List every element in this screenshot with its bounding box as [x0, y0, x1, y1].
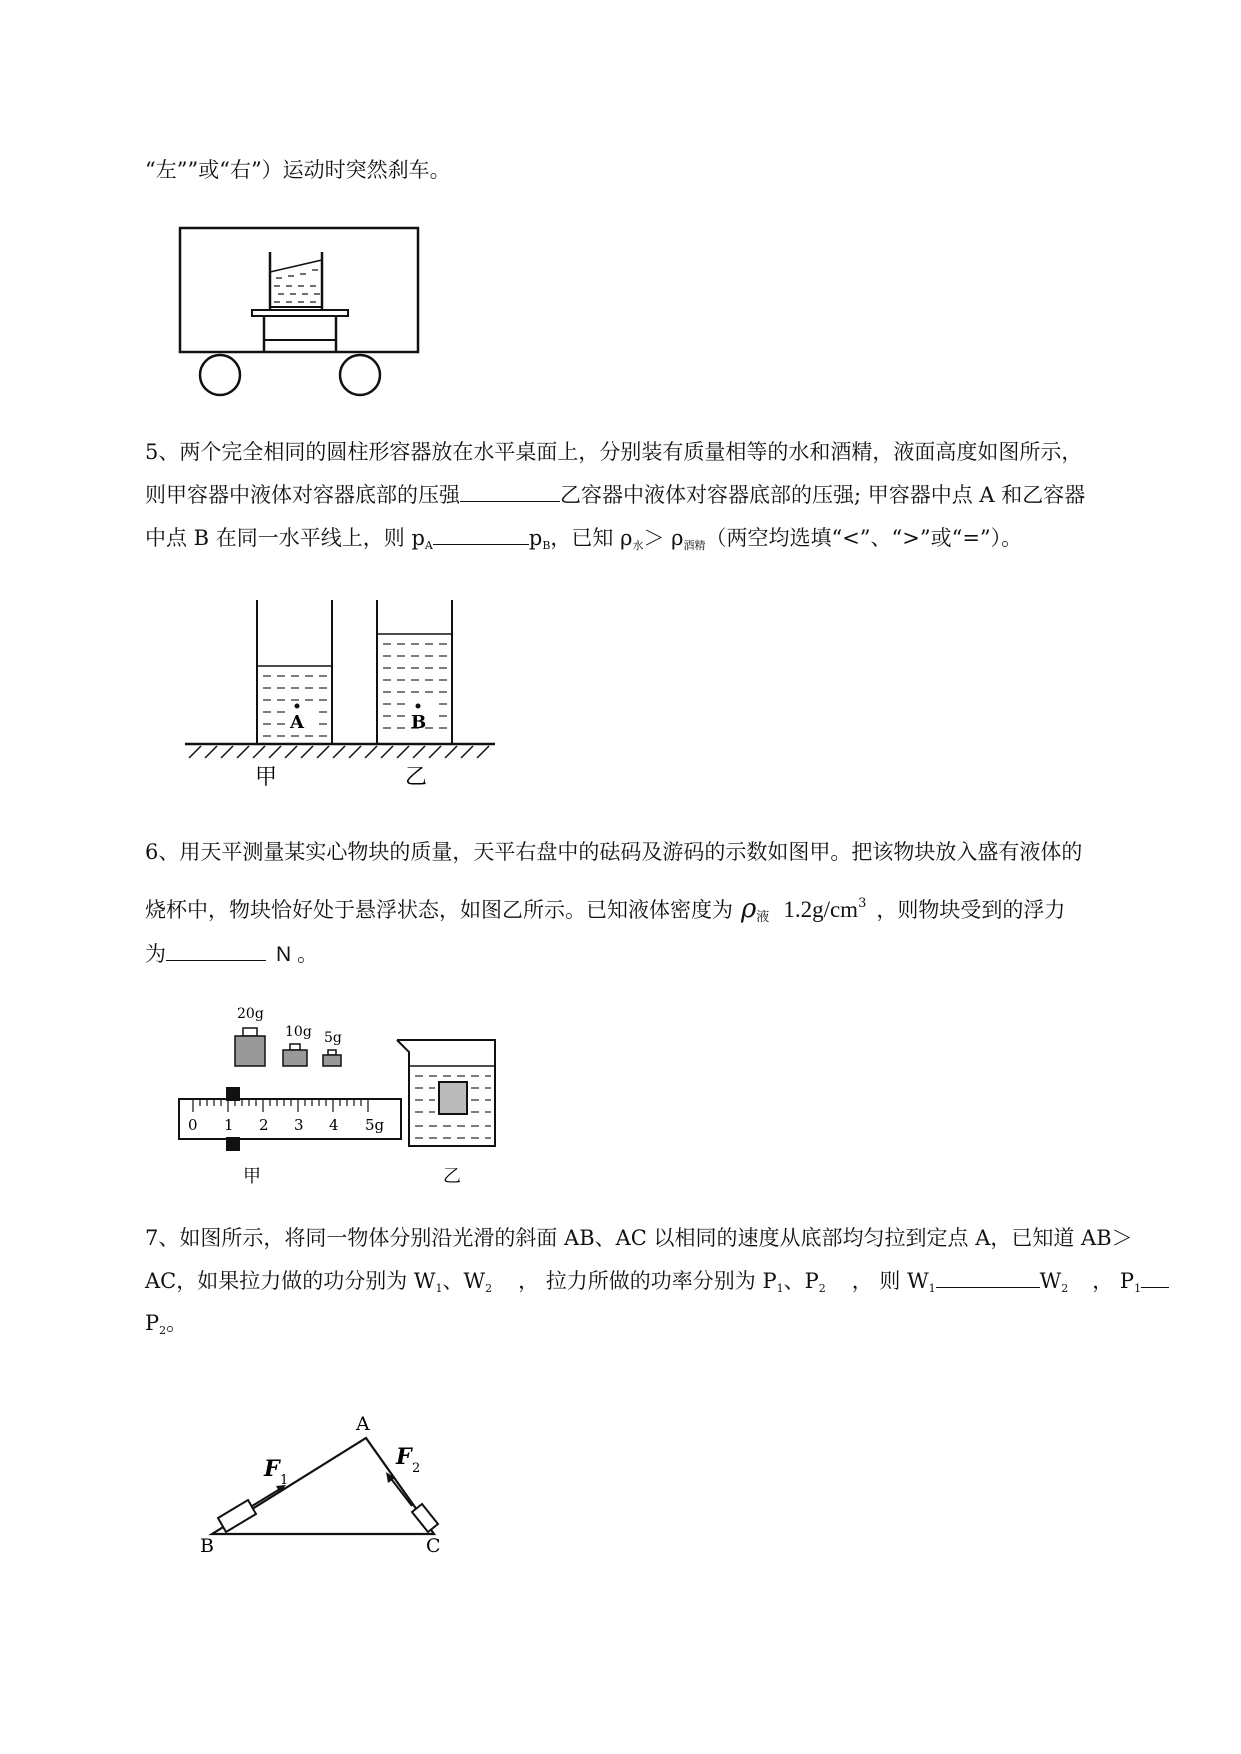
w2-letter: W: [1039, 1269, 1062, 1293]
truck-wheel-left: [200, 355, 240, 395]
q6-line2: [145, 890, 1065, 932]
answer-blank-1[interactable]: [460, 481, 560, 502]
weight-20g: [235, 1036, 265, 1066]
q7-line1: 7、如图所示，将同一物体分别沿光滑的斜面 AB、AC 以相同的速度从底部均匀拉到定点 A，已知道 AB＞: [145, 1226, 1133, 1250]
sub-w2: 2: [485, 1282, 493, 1295]
q7-period: 。: [166, 1311, 188, 1335]
q6-line3-a: 为: [145, 942, 166, 966]
q7-line2-c: ， 则 W: [851, 1269, 929, 1293]
block-on-ab: [218, 1500, 256, 1532]
weight-label-10g: 10g: [285, 1024, 312, 1040]
vertex-c: C: [426, 1535, 441, 1557]
label-f1-sub: 1: [280, 1473, 289, 1488]
tilted-liquid: [270, 260, 322, 307]
label-f2-sub: 2: [412, 1461, 421, 1476]
q5-sub-a: A: [424, 539, 433, 552]
label-f2: F: [396, 1444, 412, 1470]
q4-text-tail: “左””或“右”）运动时突然刹车。: [145, 158, 451, 182]
answer-blank-3[interactable]: [166, 940, 266, 961]
q7-line2-b: ， 拉力所做的功率分别为 P: [518, 1269, 777, 1293]
q7-p1-lead: ， P: [1092, 1269, 1135, 1293]
scale-label-0: 0: [188, 1116, 198, 1134]
vertex-b: B: [200, 1535, 214, 1557]
rider-top: [226, 1087, 240, 1101]
label-f1: F: [264, 1456, 280, 1482]
q5-gt: ＞ ρ: [643, 526, 684, 550]
vertex-a: A: [356, 1413, 370, 1435]
sub-w1: 1: [435, 1282, 443, 1295]
sub-p2: 2: [818, 1282, 826, 1295]
cylinders-figure: [185, 598, 505, 798]
q6-line3: [145, 940, 318, 969]
weight-10g: [283, 1050, 307, 1066]
block-on-ac: [412, 1504, 438, 1532]
scale-label-4: 4: [329, 1116, 339, 1134]
q7-line3: [145, 1309, 187, 1345]
caption-yi: 乙: [405, 765, 428, 790]
q5-sub-alcohol: 酒精: [683, 539, 706, 552]
sub-w2-b: 2: [1061, 1282, 1069, 1295]
sub-p1-b: 1: [1134, 1282, 1142, 1295]
q7-sep-w: 、W: [442, 1269, 486, 1293]
point-b-dot: [416, 704, 421, 709]
point-a-label: A: [290, 712, 304, 733]
answer-blank-5[interactable]: [1141, 1267, 1169, 1288]
q7-line2-a: AC，如果拉力做的功分别为 W: [145, 1269, 436, 1293]
density-exponent: 3: [858, 896, 867, 911]
q5-line1: 5、两个完全相同的圆柱形容器放在水平桌面上，分别装有质量相等的水和酒精，液面高度如图所示，: [145, 440, 1083, 464]
q7-sep-p: 、P: [783, 1269, 819, 1293]
q5-line2-a: 则甲容器中液体对容器底部的压强: [145, 483, 460, 507]
q7-line2: [145, 1267, 1169, 1303]
q5-line3-a: 中点 B 在同一水平线上，则 p: [145, 526, 425, 550]
point-a-dot: [295, 704, 300, 709]
sub-w1-b: 1: [928, 1282, 936, 1295]
weight-5g: [323, 1055, 341, 1066]
suspended-block: [439, 1082, 467, 1114]
q6-line1: 6、用天平测量某实心物块的质量，天平右盘中的砝码及游码的示数如图甲。把该物块放入盛有液体的: [145, 840, 1083, 864]
sub-p2-b: 2: [159, 1324, 167, 1337]
answer-blank-4[interactable]: [936, 1267, 1040, 1288]
q5-sub-b: B: [542, 539, 551, 552]
sub-p1: 1: [776, 1282, 784, 1295]
q5-line3: [145, 524, 1022, 560]
truck-body: [180, 228, 418, 352]
balance-beaker-figure: [175, 1002, 565, 1192]
weight-label-20g: 20g: [237, 1006, 264, 1022]
q5-line2-b: 乙容器中液体对容器底部的压强; 甲容器中点 A 和乙容器: [560, 483, 1086, 507]
rider-bottom: [226, 1137, 240, 1151]
truck-wheel-right: [340, 355, 380, 395]
p2-letter: P: [145, 1311, 160, 1335]
q6-line2-a: 烧杯中，物块恰好处于悬浮状态，如图乙所示。已知液体密度为: [145, 898, 733, 922]
answer-blank-2[interactable]: [433, 524, 529, 545]
scale-label-1: 1: [224, 1116, 234, 1134]
q5-line3-c: （两空均选填“<”、“>”或“=”）。: [705, 526, 1023, 550]
q5-line2: [145, 481, 1085, 509]
table-top: [252, 310, 348, 316]
truck-figure: [170, 222, 430, 402]
density-value: 1.2g/cm: [783, 897, 859, 922]
scale-label-5g: 5g: [365, 1116, 385, 1134]
inclines-figure: [200, 1400, 460, 1560]
rho-subscript: 液: [756, 910, 770, 925]
scale-label-3: 3: [294, 1116, 304, 1134]
weight-label-5g: 5g: [324, 1030, 342, 1046]
ground-hatching: [189, 746, 489, 758]
caption-yi-beaker: 乙: [443, 1166, 461, 1187]
caption-jia: 甲: [255, 765, 278, 790]
point-b-label: B: [411, 712, 427, 733]
scale-label-2: 2: [259, 1116, 269, 1134]
rho-symbol: ρ: [741, 894, 757, 924]
q5-pb: p: [528, 526, 543, 550]
q5-sub-water: 水: [632, 539, 644, 552]
unit-n: N 。: [276, 943, 318, 966]
q5-line3-b: ，已知 ρ: [550, 526, 633, 550]
q6-line2-b: ，则物块受到的浮力: [876, 898, 1066, 922]
liquid-dashes: [274, 270, 320, 302]
caption-jia-balance: 甲: [243, 1166, 261, 1187]
